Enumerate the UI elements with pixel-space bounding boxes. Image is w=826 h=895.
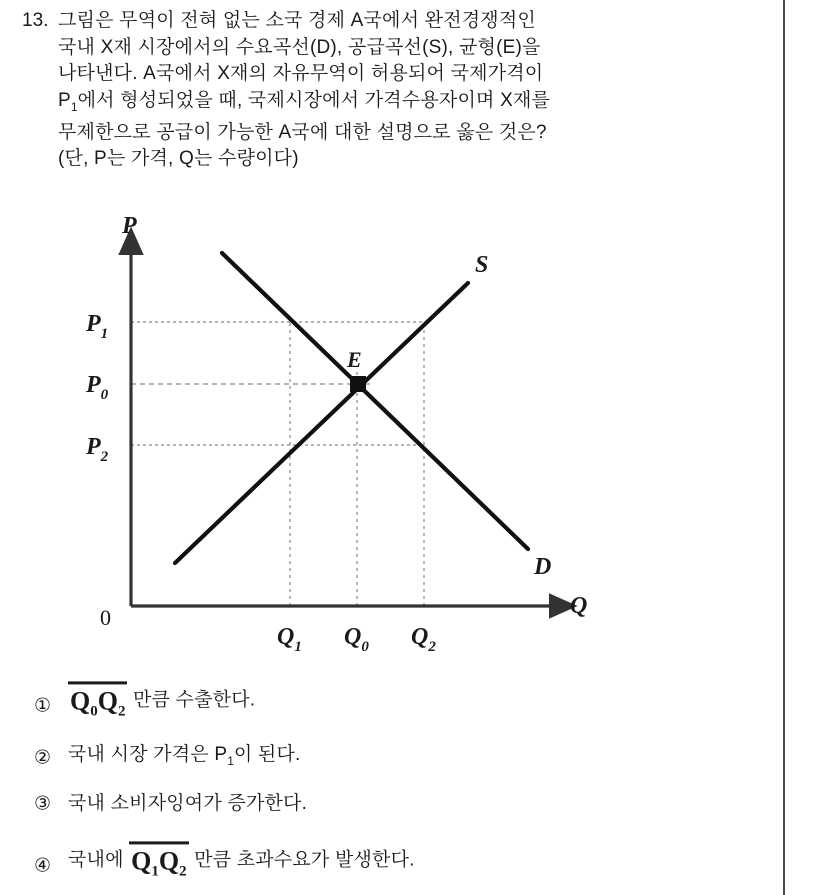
choice-2-suffix: 이 된다. [233, 744, 301, 766]
question-line-4-rest: 에서 형성되었을 때, 국제시장에서 가격수용자이며 X재를 [77, 89, 551, 111]
choice-2-prefix: 국내 시장 가격은 P [68, 744, 228, 766]
choice-option-1[interactable] [20, 684, 760, 728]
question-line-3: 나타낸다. A국에서 X재의 자유무역이 허용되어 국제가격이 [58, 63, 544, 84]
question-line-2: 국내 X재 시장에서의 수요곡선(D), 공급곡선(S), 균형(E)을 [58, 36, 541, 58]
question-number: 13. [22, 10, 49, 31]
choice-text-4 [68, 847, 415, 884]
choice-text-3: 국내 소비자잉여가 증가한다. [68, 793, 308, 814]
choice-4-suffix: 만큼 초과수요가 발생한다. [188, 849, 415, 871]
choice-option-2[interactable] [20, 736, 760, 780]
price-tick-p0: $P_0$ [86, 372, 109, 403]
price-tick-p2: $P_2$ [86, 434, 109, 465]
supply-curve-label: S [475, 252, 489, 278]
demand-curve [222, 253, 528, 549]
choice-1-suffix: 만큼 수출한다. [127, 689, 256, 711]
question-line-4-price-symbol: P [58, 89, 71, 111]
origin-label: 0 [100, 605, 111, 630]
choice-text-2 [68, 742, 301, 774]
choice-text-1 [68, 687, 255, 724]
question-line-6: (단, P는 가격, Q는 수량이다) [58, 148, 299, 170]
choice-option-4[interactable] [20, 844, 760, 888]
choice-marker-1: ① [34, 695, 52, 717]
choice-4-prefix: 국내에 [68, 849, 130, 871]
choice-marker-2: ② [34, 747, 52, 769]
question-line-1: 그림은 무역이 전혀 없는 소국 경제 A국에서 완전경쟁적인 [58, 10, 536, 31]
choice-option-3[interactable] [20, 782, 760, 826]
demand-curve-label: D [534, 554, 552, 580]
segment-q0q2: $Q_0Q_2$ [68, 688, 127, 724]
price-tick-p1: $P_1$ [86, 311, 109, 342]
question-line-4-price-subscript: 1 [70, 99, 78, 114]
choice-2-subscript: 1 [227, 753, 234, 768]
quantity-tick-q1: $Q_1$ [277, 624, 302, 655]
choice-marker-3: ③ [34, 793, 52, 815]
choice-marker-4: ④ [34, 855, 52, 877]
page-column-rule [783, 0, 785, 895]
question-line-5: 무제한으로 공급이 가능한 A국에 대한 설명으로 옳은 것은? [58, 121, 547, 143]
quantity-tick-q2: $Q_2$ [411, 624, 436, 655]
quantity-axis-label: Q [570, 593, 588, 619]
equilibrium-label: E [347, 347, 362, 372]
segment-q1q2: $Q_1Q_2$ [129, 848, 188, 884]
quantity-tick-q0: $Q_0$ [344, 624, 369, 655]
price-axis-label: P [122, 213, 137, 239]
equilibrium-point-marker [350, 376, 366, 392]
